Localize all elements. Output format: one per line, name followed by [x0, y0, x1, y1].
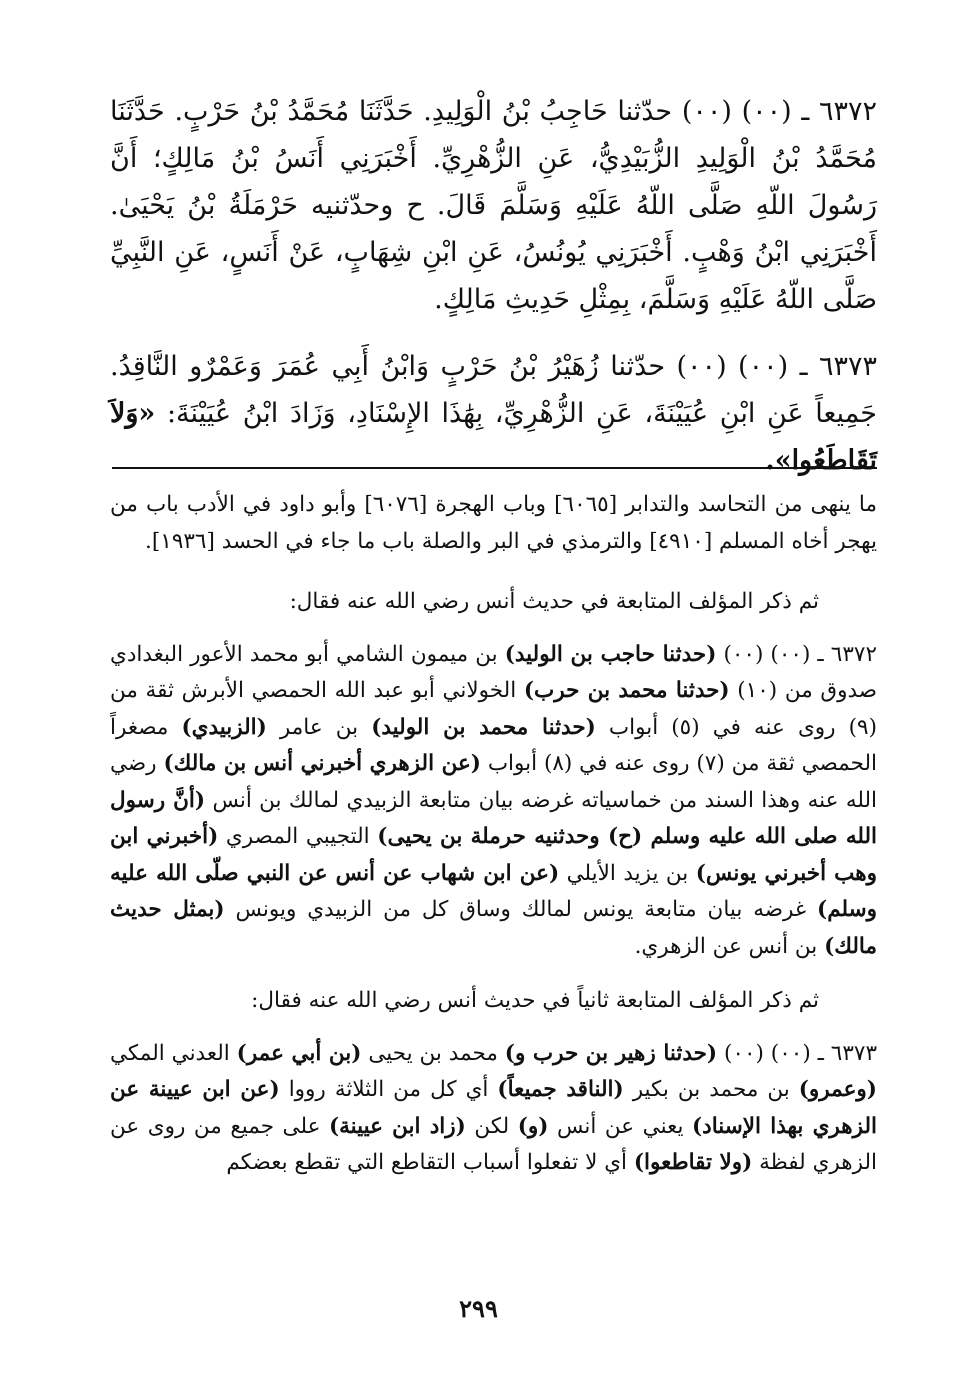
bold-quoted-text: (ولا تقاطعوا): [633, 1150, 753, 1175]
commentary-paragraph-6373: [110, 1036, 877, 1182]
bold-quoted-text: (بمثل حديث مالك): [110, 897, 877, 959]
bold-quoted-text: (حدثنا محمد بن الوليد): [371, 714, 596, 740]
commentary-text: الخولاني أبو عبد الله الحمصي الأبرش ثقة من (٩) روى عنه في (٥) أبواب: [110, 678, 877, 740]
commentary-text: يعني عن أنس: [548, 1113, 692, 1139]
hadith-body: حدّثنا زُهَيْرُ بْنُ حَرْبٍ وَابْنُ أَبِي عُمَرَ وَعَمْرٌو النَّاقِدُ. جَمِيعاً عَنِ ابْنِ عُيَيْنَةَ، عَنِ الزُّهْرِيِّ، بِهَٰذَا الإِسْنَادِ، وَزَادَ ابْنُ عُيَيْنَةَ:: [110, 351, 877, 429]
bold-quoted-text: (عن ابن شهاب عن أنس عن النبي صلّى الله عليه وسلم): [110, 860, 878, 922]
hadith-6373: [110, 343, 877, 484]
bold-quoted-text: (حدثنا زهير بن حرب و): [504, 1040, 718, 1066]
bold-quoted-text: (حدثنا حاجب بن الوليد): [504, 641, 717, 667]
hadith-6372: [110, 88, 877, 323]
bold-quoted-text: (و): [517, 1113, 549, 1139]
commentary-text: مصغراً الحمصي ثقة من (٧) روى عنه في (٨) أبواب: [110, 714, 878, 776]
bold-quoted-text: (بن أبي عمر): [236, 1040, 362, 1066]
bold-quoted-text: (زاد ابن عيينة): [328, 1113, 466, 1139]
hadith-text: [110, 88, 877, 504]
hadith-number: ٦٣٧٢ ـ (٠٠) (٠٠): [672, 96, 877, 127]
hadith-quote: «وَلاَ تَقَاطَعُوا».: [110, 398, 877, 476]
commentary-text: ٦٣٧٣ ـ (٠٠) (٠٠): [717, 1040, 877, 1066]
commentary-text: بن محمد بن بكير: [623, 1077, 799, 1102]
commentary-text: بن يزيد الأيلي: [559, 860, 696, 886]
commentary-text: التجيبي المصري: [218, 824, 378, 849]
commentary-text: ٦٣٧٢ ـ (٠٠) (٠٠): [716, 641, 877, 667]
commentary-text: بن ميمون الشامي أبو محمد الأعور البغدادي صدوق من (١٠): [110, 641, 877, 703]
bold-quoted-text: (عن الزهري أخبرني أنس بن مالك): [163, 751, 481, 776]
commentary-text: بن عامر: [266, 714, 372, 740]
commentary-text: غرضه بيان متابعة يونس لمالك وساق كل من الزبيدي ويونس: [224, 897, 818, 922]
bold-quoted-text: (الناقد جميعاً): [497, 1077, 624, 1102]
commentary-text: رضي الله عنه وهذا السند من خماسياته غرضه بيان متابعة الزبيدي لمالك بن أنس: [110, 751, 878, 813]
hadith-number: ٦٣٧٣ ـ (٠٠) (٠٠): [665, 351, 877, 382]
bold-quoted-text: (أخبرني ابن وهب أخبرني يونس): [110, 824, 878, 886]
footnote-separator: [112, 467, 877, 469]
commentary-text: على جميع من روى عن الزهري لفظة: [110, 1113, 877, 1175]
commentary-text: العدني المكي: [110, 1040, 237, 1066]
bold-quoted-text: (أنَّ رسول الله صلى الله عليه وسلم (ح) وحدثنيه حرملة بن يحيى): [110, 787, 877, 849]
bold-quoted-text: (الزبيدي): [181, 714, 267, 740]
page-number: ٢٩٩: [459, 1294, 498, 1323]
commentary-text: أي كل من الثلاثة رووا: [279, 1077, 498, 1102]
commentary-intro-1: ثم ذكر المؤلف المتابعة في حديث أنس رضي الله عنه فقال:: [289, 589, 819, 614]
bold-quoted-text: (حدثنا محمد بن حرب): [523, 678, 730, 703]
commentary-text: محمد بن يحيى: [361, 1040, 505, 1066]
commentary-text: لكن: [465, 1113, 518, 1139]
commentary-text: بن أنس عن الزهري.: [634, 933, 825, 959]
commentary: [110, 487, 877, 1200]
commentary-text: أي لا تفعلوا أسباب التقاطع التي تقطع بعضكم: [226, 1150, 634, 1175]
commentary-continuation: ما ينهى من التحاسد والتدابر [٦٠٦٥] وباب الهجرة [٦٠٧٦] وأبو داود في الأدب باب من يهجر أخاه المسلم [٤٩١٠] والترمذي في البر والصلة باب ما جاء في الحسد [١٩٣٦].: [110, 492, 877, 554]
bold-quoted-text: (وعمرو): [798, 1077, 877, 1102]
bold-quoted-text: (عن ابن عيينة عن الزهري بهذا الإسناد): [110, 1077, 877, 1139]
commentary-paragraph-6372: [110, 637, 877, 966]
commentary-intro-2: ثم ذكر المؤلف المتابعة ثانياً في حديث أنس رضي الله عنه فقال:: [251, 988, 819, 1013]
hadith-body: حدّثنا حَاجِبُ بْنُ الْوَلِيدِ. حَدَّثَنَا مُحَمَّدُ بْنُ حَرْبٍ. حَدَّثَنَا مُحَمَّدُ بْنُ الْوَلِيدِ الزُّبَيْدِيُّ، عَنِ الزُّهْرِيِّ. أَخْبَرَنِي أَنَسُ بْنُ مَالِكٍ؛ أَنَّ رَسُولَ اللّهِ صَلَّى اللّهُ عَلَيْهِ وَسَلَّمَ قَالَ. ح وحدّثنيه حَرْمَلَةُ بْنُ يَحْيَىٰ. أَخْبَرَنِي ابْنُ وَهْبٍ. أَخْبَرَنِي يُونُسُ، عَنِ ابْنِ شِهَابٍ، عَنْ أَنَسٍ، عَنِ النَّبِيِّ صَلَّى اللّهُ عَلَيْهِ وَسَلَّمَ، بِمِثْلِ حَدِيثِ مَالِكٍ.: [110, 96, 877, 315]
